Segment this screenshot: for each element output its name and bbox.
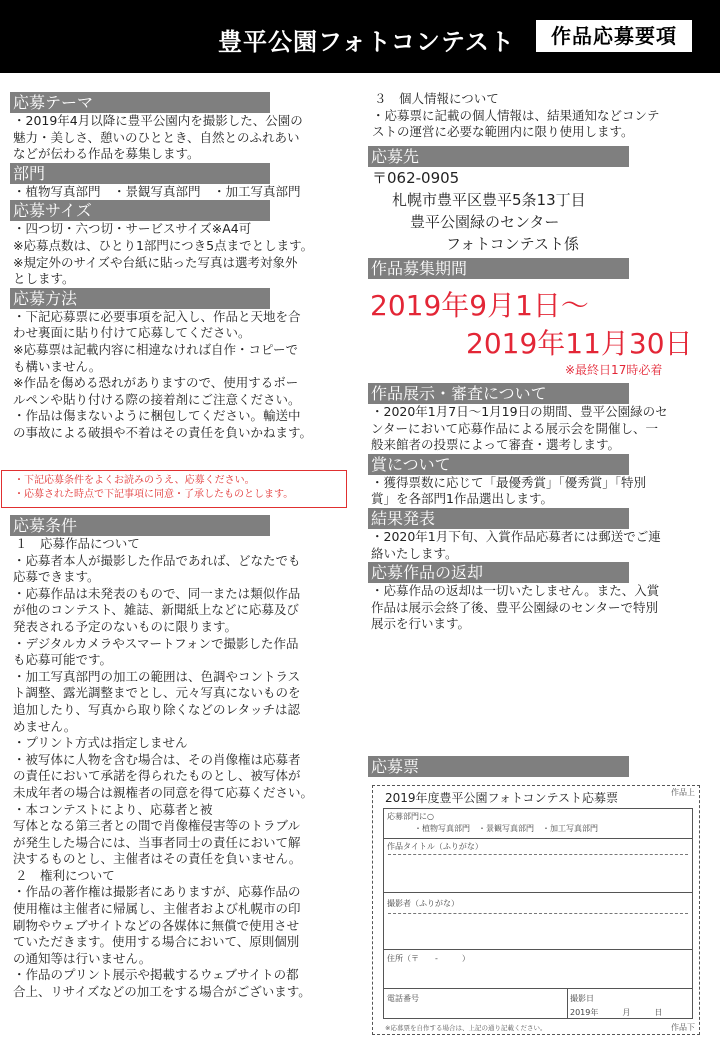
left-column xyxy=(10,92,350,442)
document-type-badge: 作品応募要項 xyxy=(534,18,694,54)
address-heading: 応募先 xyxy=(368,146,629,167)
result-heading: 結果発表 xyxy=(368,508,629,529)
dept-row xyxy=(384,809,692,839)
form-bottom-mark: 作品下 xyxy=(671,1023,695,1032)
address-line-3: フォトコンテスト係 xyxy=(446,235,580,253)
conditions-text: １ 応募作品について ・応募者本人が撮影した作品であれば、どなたでも 応募できます。 ・応募作品は未発表のもので、同一または類似作品 が他のコンテスト、雑誌、新聞紙上などに応募及び 発表される予定のないものに限ります。 ・デジタルカメラやスマートフォンで撮影した作品 も応募可能です。 ・加工写真部門の加工の範囲は、色調やコントラス ト調整、露光調整までとし、元々写真にないものを 追加したり、写真から取り除くなどのレタッチは認 めません。 ・プリント方式は指定しません ・被写体に人物を含む場合は、その肖像権は応募者 の責任において承諾を得られたものとし、被写体が 未成年者の場合は親権者の同意を得て応募ください。 ・本コンテストにより、応募者と被 写体となる第三者との間で肖像権侵害等のトラブル が発生した場合には、当事者同士の責任において解 決するものとし、主催者はその責任を負いません。 ２ 権利について ・作品の著作権は撮影者にありますが、応募作品の 使用権は主催者に帰属し、主催者および札幌市の印 刷物やウェブサイトなどの各媒体に無償で使用させ ていただきます。使用する場合において、原則個別 の通知等は行いません。 ・作品のプリント展示や掲載するウェブサイトの都 合上、リサイズなどの加工をする場合がございます。 xyxy=(13,536,314,1000)
address-label: 住所（〒 - ） xyxy=(387,954,470,963)
address-section xyxy=(368,146,708,255)
address-line-1: 札幌市豊平区豊平5条13丁目 xyxy=(392,191,586,209)
form-title: 2019年度豊平公園フォトコンテスト応募票 xyxy=(385,791,618,805)
exhibit-text: ・2020年1月7日～1月19日の期間、豊平公園緑のセ ンターにおいて応募作品による展示会を開催し、一 般来館者の投票によって審査・選考します。 xyxy=(371,404,668,453)
theme-text: ・2019年4月以降に豊平公園内を撮影した、公園の 魅力・美しさ、憩いのひととき、自然とのふれあい などが伝わる作品を募集します。 xyxy=(13,113,303,162)
method-heading: 応募方法 xyxy=(10,288,270,309)
entry-form-heading: 応募票 xyxy=(368,756,629,777)
entry-form xyxy=(372,785,700,1035)
exhibit-heading: 作品展示・審査について xyxy=(368,383,629,404)
return-text: ・応募作品の返却は一切いたしません。また、入賞 作品は展示会終了後、豊平公園緑のセンターで特別 展示を行います。 xyxy=(371,583,660,632)
dept-label: 応募部門に○ xyxy=(387,812,434,821)
category-text: ・植物写真部門 ・景観写真部門 ・加工写真部門 xyxy=(13,183,301,199)
deadline-note: ※最終日17時必着 xyxy=(565,363,663,377)
size-text: ・四つ切・六つ切・サービスサイズ※A4可 ※応募点数は、ひとり1部門につき5点までとします。 ※規定外のサイズや台紙に貼った写真は選考対象外 とします。 xyxy=(13,221,314,287)
method-text: ・下記応募票に必要事項を記入し、作品と天地を合 わせ裏面に貼り付けて応募してください。 ※応募票は記載内容に相違なければ自作・コピーで も構いません。 ※作品を傷める恐れがありますので、使用するボー ルペンや貼り付ける際の接着剤にご注意ください。 ・作品は傷まないように梱包してください。輸送中 の事故による破損や不着はその責任を負いかねます。 xyxy=(13,308,313,440)
dept-options[interactable]: ・植物写真部門 ・景観写真部門 ・加工写真部門 xyxy=(414,824,598,833)
theme-heading: 応募テーマ xyxy=(10,92,270,113)
conditions-heading: 応募条件 xyxy=(10,515,270,536)
period-end: 2019年11月30日 xyxy=(466,327,693,360)
phone-label: 電話番号 xyxy=(387,994,419,1003)
size-heading: 応募サイズ xyxy=(10,200,270,221)
name-label: 撮影者（ふりがな） xyxy=(387,899,459,908)
name-row xyxy=(384,893,692,950)
title-furigana-divider xyxy=(388,854,688,855)
phone-date-row xyxy=(384,989,692,1018)
form-footnote: ※応募票を自作する場合は、上記の通り記載ください。 xyxy=(385,1024,547,1032)
page-header xyxy=(0,0,720,73)
award-heading: 賞について xyxy=(368,454,629,475)
award-text: ・獲得票数に応じて「最優秀賞」「優秀賞」「特別 賞」を各部門1作品選出します。 xyxy=(371,474,647,507)
privacy-text: ３ 個人情報について ・応募票に記載の個人情報は、結果通知などコンテ ストの運営に必要な範囲内に限り使用します。 xyxy=(372,91,660,140)
address-line-2: 豊平公園緑のセンター xyxy=(410,213,560,231)
exhibit-section xyxy=(368,383,713,633)
conditions-section xyxy=(10,515,355,1001)
category-heading: 部門 xyxy=(10,163,270,184)
address-row xyxy=(384,950,692,989)
form-top-mark: 作品上 xyxy=(671,788,695,797)
postal-code: 〒062-0905 xyxy=(372,169,460,187)
title-row xyxy=(384,839,692,893)
period-start: 2019年9月1日～ xyxy=(370,289,589,322)
name-furigana-divider xyxy=(388,913,688,914)
notice-box: ・下記応募条件をよくお読みのうえ、応募ください。 ・応募された時点で下記事項に同意・了承したものとします。 xyxy=(1,470,347,508)
title-label: 作品タイトル（ふりがな） xyxy=(387,842,483,851)
form-grid xyxy=(383,808,693,1019)
date-value[interactable]: 2019年 月 日 xyxy=(570,1008,663,1017)
privacy-section xyxy=(372,91,712,141)
phone-date-divider xyxy=(567,989,568,1018)
return-heading: 応募作品の返却 xyxy=(368,562,629,583)
date-label: 撮影日 xyxy=(570,994,594,1003)
period-heading: 作品募集期間 xyxy=(368,258,629,279)
page-title: 豊平公園フォトコンテスト xyxy=(218,28,515,56)
result-text: ・2020年1月下旬、入賞作品応募者には郵送でご連 絡いたします。 xyxy=(371,528,661,561)
